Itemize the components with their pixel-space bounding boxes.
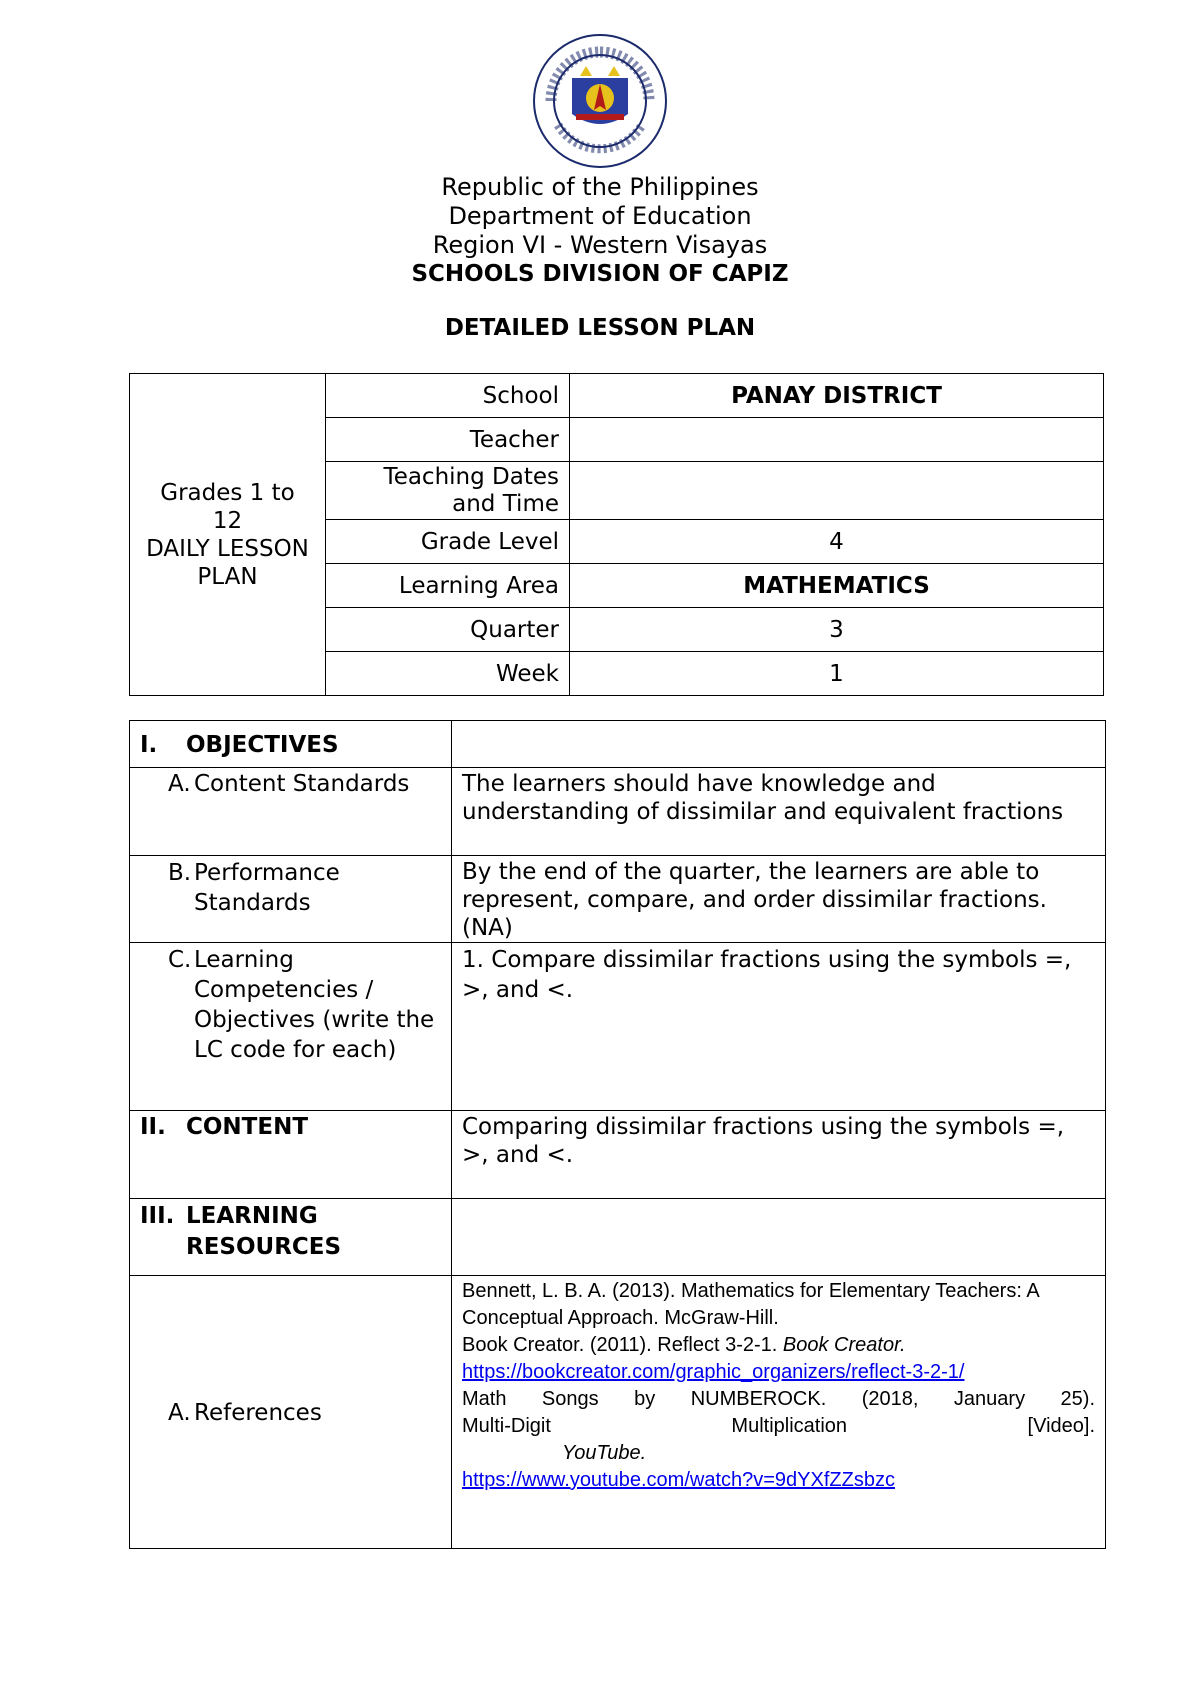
resources-heading-2: RESOURCES — [186, 1234, 342, 1260]
grade-level-label: Grade Level — [326, 520, 570, 564]
lesson-plan-table — [129, 720, 1106, 1549]
country-line: Republic of the Philippines — [441, 173, 759, 201]
references-row — [130, 1276, 1106, 1549]
resources-number: III. — [140, 1203, 175, 1229]
references-letter: A. — [168, 1400, 191, 1426]
learning-competencies-row — [130, 943, 1106, 1111]
letterhead — [0, 173, 1200, 289]
resources-row — [130, 1199, 1106, 1276]
teaching-dates-value — [570, 462, 1104, 520]
learning-area-label: Learning Area — [326, 564, 570, 608]
doc-title-wrap — [0, 314, 1200, 343]
quarter-label: Quarter — [326, 608, 570, 652]
content-row — [130, 1111, 1106, 1199]
content-heading: CONTENT — [186, 1114, 309, 1140]
week-label: Week — [326, 652, 570, 696]
objectives-heading: OBJECTIVES — [186, 732, 339, 758]
performance-standards-letter: B. — [168, 860, 192, 886]
bookcreator-link[interactable]: https://bookcreator.com/graphic_organizers/reflect-3-2-1/ — [462, 1361, 965, 1383]
lesson-info-table — [129, 373, 1104, 696]
doc-title: DETAILED LESSON PLAN — [444, 315, 756, 341]
learning-competencies-label: Learning Competencies / Objectives (write the LC code for each) — [194, 947, 435, 1063]
reference-3-italic: YouTube. — [562, 1442, 647, 1464]
reference-3-line-1: Math Songs by NUMBEROCK. (2018, January 25). — [462, 1388, 1095, 1410]
deped-seal-logo — [532, 30, 668, 172]
learning-area-value: MATHEMATICS — [570, 564, 1104, 608]
grades-cell — [130, 374, 326, 696]
department-line: Department of Education — [448, 202, 752, 230]
reference-2 — [462, 1332, 1095, 1359]
youtube-link[interactable]: https://www.youtube.com/watch?v=9dYXfZZsbzc — [462, 1469, 895, 1491]
teacher-value — [570, 418, 1104, 462]
content-standards-letter: A. — [168, 771, 191, 797]
references-label: References — [194, 1400, 322, 1426]
content-text: Comparing dissimilar fractions using the symbols =, >, and <. — [452, 1111, 1106, 1199]
school-label: School — [326, 374, 570, 418]
quarter-value: 3 — [570, 608, 1104, 652]
objectives-row — [130, 721, 1106, 768]
performance-standards-label: Performance Standards — [194, 860, 340, 916]
resources-heading-1: LEARNING — [186, 1203, 318, 1229]
content-number: II. — [140, 1114, 166, 1140]
school-value: PANAY DISTRICT — [570, 374, 1104, 418]
learning-competencies-letter: C. — [168, 947, 192, 973]
content-standards-row — [130, 768, 1106, 856]
reference-3-line-2: Multi-Digit Multiplication [Video]. — [462, 1415, 1095, 1437]
content-standards-text: The learners should have knowledge and understanding of dissimilar and equivalent fractions — [452, 768, 1106, 856]
teacher-label: Teacher — [326, 418, 570, 462]
grades-line-3: DAILY LESSON — [146, 535, 309, 562]
grades-line-1: Grades 1 to — [160, 479, 295, 506]
region-line: Region VI - Western Visayas — [432, 231, 768, 259]
week-value: 1 — [570, 652, 1104, 696]
objectives-number: I. — [140, 732, 158, 758]
teaching-dates-label: Teaching Dates and Time — [326, 462, 570, 520]
reference-2-text: Book Creator. (2011). Reflect 3-2-1. — [462, 1334, 778, 1356]
reference-1: Bennett, L. B. A. (2013). Mathematics for Elementary Teachers: A Conceptual Approach. McGraw-Hill. — [462, 1280, 1039, 1329]
reference-2-italic: Book Creator. — [782, 1334, 906, 1356]
performance-standards-row — [130, 856, 1106, 943]
content-standards-label: Content Standards — [194, 771, 410, 797]
learning-competencies-text: 1. Compare dissimilar fractions using the symbols =, >, and <. — [452, 943, 1106, 1111]
performance-standards-text: By the end of the quarter, the learners are able to represent, compare, and order dissimilar fractions. (NA) — [452, 856, 1106, 943]
grade-level-value: 4 — [570, 520, 1104, 564]
division-line: SCHOOLS DIVISION OF CAPIZ — [411, 261, 789, 287]
grades-line-2: 12 — [212, 507, 243, 534]
grades-line-4: PLAN — [197, 563, 258, 590]
